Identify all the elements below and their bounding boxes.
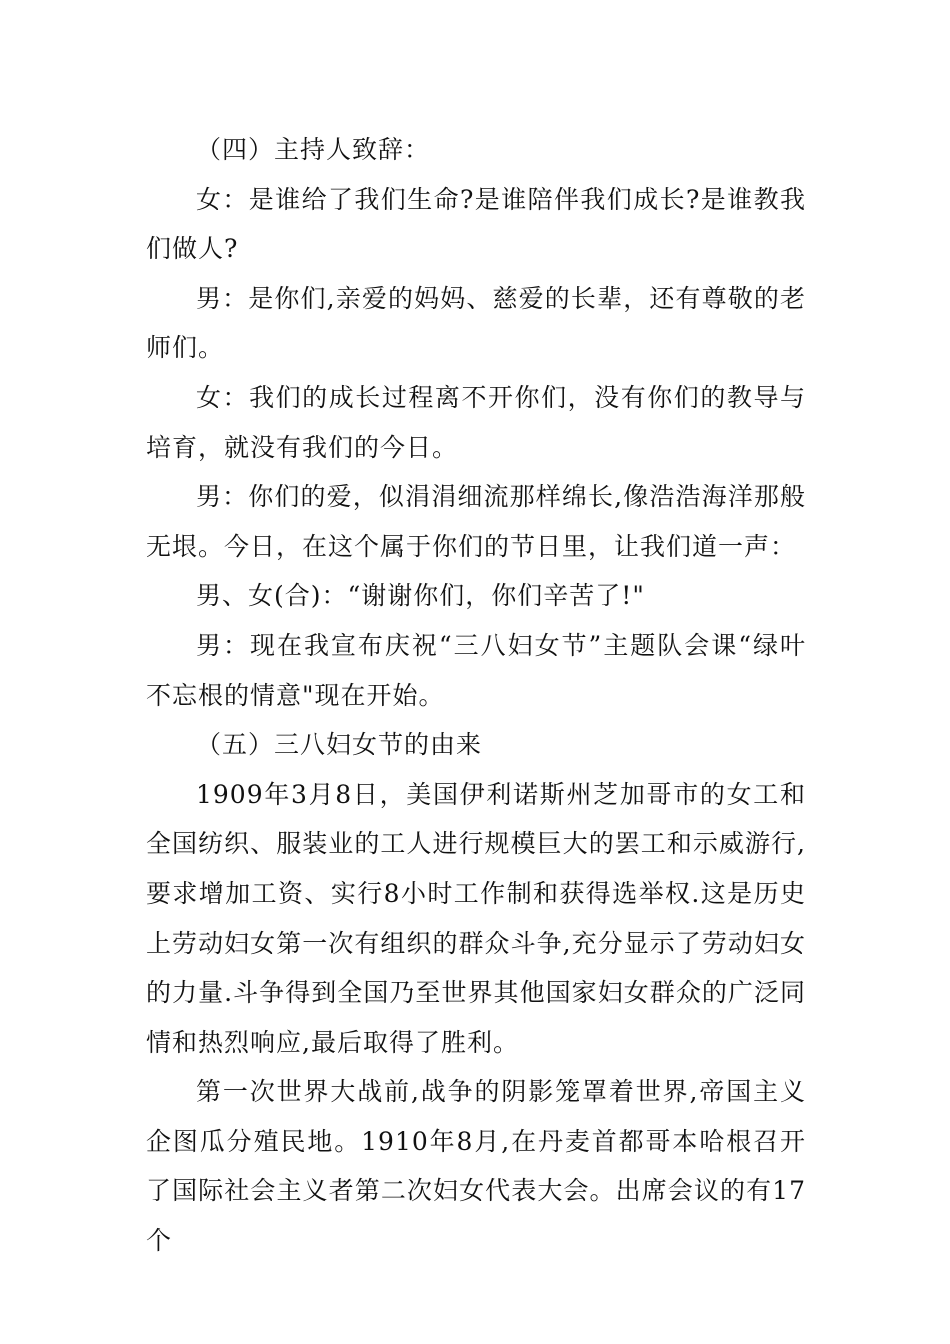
paragraph-female-1: 女：是谁给了我们生命?是谁陪伴我们成长?是谁教我们做人?: [146, 184, 806, 264]
paragraph-male-3: 男：现在我宣布庆祝“三八妇女节”主题队会课“绿叶不忘根的情意"现在开始。: [146, 630, 806, 710]
paragraph-together: 男、女(合)：“谢谢你们，你们辛苦了!": [196, 581, 645, 611]
paragraph-male-1: 男：是你们,亲爱的妈妈、慈爱的长辈，还有尊敬的老师们。: [146, 283, 806, 363]
document-body: [146, 125, 806, 1266]
paragraph-heading-4: （四）主持人致辞：: [196, 135, 431, 164]
paragraph-heading-5: （五）三八妇女节的由来: [196, 730, 483, 760]
paragraph-female-2: 女：我们的成长过程离不开你们，没有你们的教导与培育，就没有我们的今日。: [146, 382, 806, 462]
paragraph-male-2: 男：你们的爱，似涓涓细流那样绵长,像浩浩海洋那般无垠。今日，在这个属于你们的节日里，让我们道一声：: [146, 482, 806, 561]
paragraph-history-1909: 1909年3月8日，美国伊利诺斯州芝加哥市的女工和全国纺织、服装业的工人进行规模巨大的罢工和示威游行,要求增加工资、实行8小时工作制和获得选举权.这是历史上劳动妇女第一次有组织的群众斗争,充分显示了劳动妇女的力量.斗争得到全国乃至世界其他国家妇女群众的广泛同情和热烈响应,最后取得了胜利。: [146, 779, 806, 1057]
paragraph-history-1910: 第一次世界大战前,战争的阴影笼罩着世界,帝国主义企图瓜分殖民地。1910年8月,在丹麦首都哥本哈根召开了国际社会主义者第二次妇女代表大会。出席会议的有17个: [146, 1077, 806, 1256]
